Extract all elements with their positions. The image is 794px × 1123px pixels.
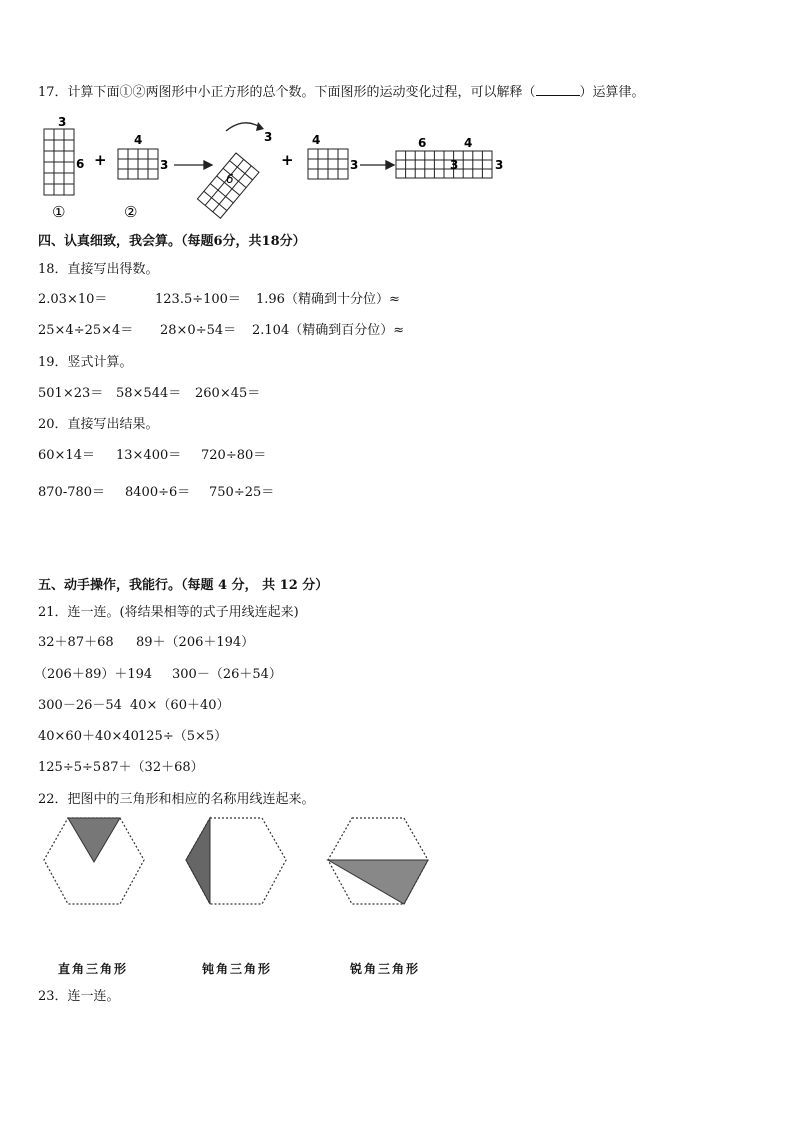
q21-right-1[interactable]: 89＋（206＋194） (136, 635, 255, 650)
q18-expr-4: 25×4÷25×4＝ (38, 323, 134, 338)
q17-shape2-side: 3 (160, 158, 169, 172)
q17-shape3-side: 3 (350, 158, 359, 172)
q17-result-side2: 3 (495, 158, 504, 172)
q17-result-grid (396, 151, 492, 178)
q20-expr-6: 750÷25＝ (209, 485, 275, 500)
q17-shape2-grid (118, 149, 158, 179)
q18-expr-5: 28×0÷54＝ (160, 323, 237, 338)
q17-figure (38, 113, 508, 223)
q19-expr-2: 58×544＝ (116, 386, 182, 401)
q17-result-top2: 4 (464, 136, 473, 150)
q17-rotated-side: 6 (226, 172, 234, 186)
q17-plus2: + (281, 151, 294, 169)
q21-right-5[interactable]: 87＋（32＋68） (102, 760, 204, 775)
q17-shape1-top: 3 (58, 115, 67, 129)
q20-expr-2: 13×400＝ (116, 448, 182, 463)
q17-shape3-grid (308, 149, 348, 179)
q17-plus1: + (94, 151, 107, 169)
q17-rotate-arrowhead-icon (256, 122, 264, 131)
q22-hexagon-1 (44, 818, 144, 904)
q21-left-3[interactable]: 300－26－54 (38, 698, 122, 713)
q22-figures (38, 812, 438, 912)
q19-expr-1: 501×23＝ (38, 386, 104, 401)
q21-title: 21．连一连。(将结果相等的式子用线连起来) (38, 605, 299, 620)
q17-shape1-label: ① (52, 203, 66, 221)
q22-name-3[interactable]: 锐角三角形 (350, 962, 421, 976)
q20-title: 20．直接写出结果。 (38, 417, 159, 432)
q17-result-top1: 6 (418, 136, 427, 150)
q21-right-4[interactable]: 125÷（5×5） (138, 729, 228, 744)
q21-left-1[interactable]: 32＋87＋68 (38, 635, 114, 650)
q22-hexagon-3 (328, 818, 428, 904)
q17-result-side1: 3 (450, 158, 459, 172)
q20-expr-4: 870-780＝ (38, 485, 106, 500)
q17-rotate-arrow-icon (226, 123, 260, 131)
q18-title: 18．直接写出得数。 (38, 262, 159, 277)
q17-shape1-side: 6 (76, 157, 85, 171)
q21-left-2[interactable]: （206＋89）＋194 (34, 667, 153, 682)
section5-heading: 五、动手操作，我能行。（每题 4 分， 共 12 分） (38, 578, 329, 593)
q21-right-2[interactable]: 300－（26＋54） (172, 667, 282, 682)
q17-shape2-label: ② (124, 203, 138, 221)
q17-shape1-grid (44, 129, 74, 195)
q17-answer-blank[interactable] (536, 83, 580, 96)
q17-shape2-top: 4 (134, 133, 143, 147)
q22-name-1[interactable]: 直角三角形 (58, 962, 129, 976)
q20-expr-3: 720÷80＝ (201, 448, 267, 463)
q22-hexagon-2 (186, 818, 286, 904)
q18-expr-2: 123.5÷100＝ (155, 292, 241, 307)
q18-expr-3: 1.96（精确到十分位）≈ (256, 292, 400, 307)
q22-title: 22．把图中的三角形和相应的名称用线连起来。 (38, 792, 315, 807)
q18-expr-6: 2.104（精确到百分位）≈ (252, 323, 405, 338)
q21-left-5[interactable]: 125÷5÷5 (38, 760, 102, 775)
q19-title: 19．竖式计算。 (38, 355, 133, 370)
q21-right-3[interactable]: 40×（60＋40） (130, 698, 230, 713)
q20-expr-5: 8400÷6＝ (125, 485, 191, 500)
q17-rotated-top: 3 (264, 130, 273, 144)
q22-name-2[interactable]: 钝角三角形 (202, 962, 273, 976)
q17-text: 17．计算下面①②两图形中小正方形的总个数。下面图形的运动变化过程，可以解释（ ）运算律。 (38, 85, 645, 100)
q21-left-4[interactable]: 40×60＋40×40 (38, 729, 139, 744)
q23-title: 23．连一连。 (38, 989, 120, 1004)
q17-shape3-top: 4 (312, 133, 321, 147)
section4-heading: 四、认真细致，我会算。（每题6分，共18分） (38, 234, 306, 249)
q20-expr-1: 60×14＝ (38, 448, 95, 463)
q18-expr-1: 2.03×10＝ (38, 292, 108, 307)
q17-arrow2 (360, 161, 394, 169)
q17-arrow1 (174, 161, 212, 169)
q19-expr-3: 260×45＝ (195, 386, 261, 401)
